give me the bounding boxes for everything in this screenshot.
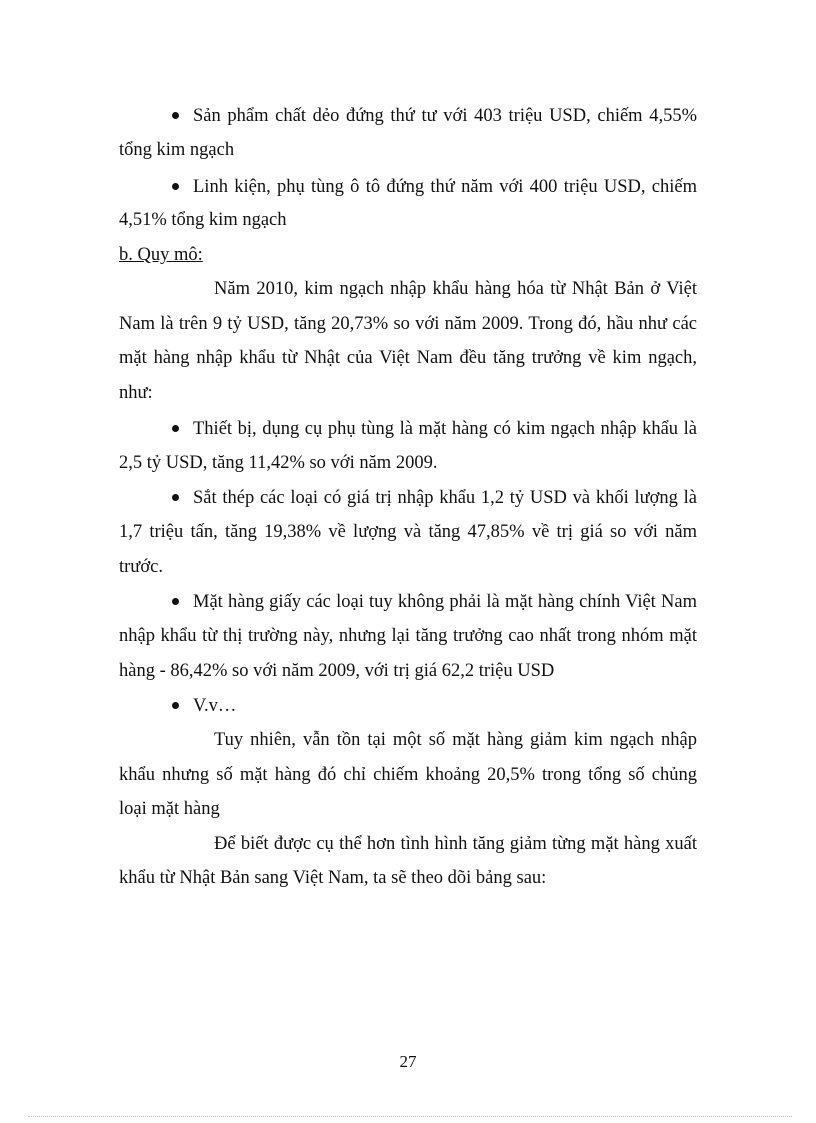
para-table-intro-line2: khẩu từ Nhật Bản sang Việt Nam, ta sẽ theo dõi bảng sau: [119,868,547,888]
bullet-icon [172,112,179,119]
para-decline-line1: Tuy nhiên, vẫn tồn tại một số mặt hàng giảm kim ngạch nhập [214,730,697,750]
section-heading: b. Quy mô: [119,245,203,265]
bullet-icon [172,494,179,501]
bullet-plastic-line1: Sản phẩm chất dẻo đứng thứ tư với 403 triệu USD, chiếm 4,55% [193,106,697,126]
bullet-paper-line2: nhập khẩu từ thị trường này, nhưng lại tăng trưởng cao nhất trong nhóm mặt [119,626,697,646]
para-scale-line3: mặt hàng nhập khẩu từ Nhật của Việt Nam đều tăng trưởng về kim ngạch, [119,348,697,368]
bullet-autoparts-line2: 4,51% tổng kim ngạch [119,210,287,230]
bullet-paper-line3: hàng - 86,42% so với năm 2009, với trị giá 62,2 triệu USD [119,661,555,681]
bullet-icon [172,425,179,432]
bullet-icon [172,598,179,605]
bullet-etc: V.v… [193,696,237,716]
bullet-autoparts-line1: Linh kiện, phụ tùng ô tô đứng thứ năm với 400 triệu USD, chiếm [193,177,697,197]
para-scale-line4: như: [119,383,153,403]
bullet-equipment-line1: Thiết bị, dụng cụ phụ tùng là mặt hàng có kim ngạch nhập khẩu là [193,419,697,439]
para-decline-line3: loại mặt hàng [119,799,220,819]
para-decline-line2: khẩu nhưng số mặt hàng đó chỉ chiếm khoảng 20,5% trong tổng số chủng [119,765,697,785]
para-table-intro-line1: Để biết được cụ thể hơn tình hình tăng giảm từng mặt hàng xuất [214,834,697,854]
bullet-paper-line1: Mặt hàng giấy các loại tuy không phải là mặt hàng chính Việt Nam [193,592,697,612]
page-number: 27 [399,1052,417,1071]
bullet-steel-line3: trước. [119,557,163,577]
page-bottom-divider [28,1116,792,1117]
bullet-equipment-line2: 2,5 tỷ USD, tăng 11,42% so với năm 2009. [119,453,438,473]
para-scale-line2: Nam là trên 9 tỷ USD, tăng 20,73% so với năm 2009. Trong đó, hầu như các [119,314,697,334]
bullet-plastic-line2: tổng kim ngạch [119,140,235,160]
para-scale-line1: Năm 2010, kim ngạch nhập khẩu hàng hóa từ Nhật Bản ở Việt [214,279,697,299]
bullet-icon [172,183,179,190]
bullet-steel-line1: Sắt thép các loại có giá trị nhập khẩu 1,2 tỷ USD và khối lượng là [193,488,697,508]
bullet-steel-line2: 1,7 triệu tấn, tăng 19,38% về lượng và tăng 47,85% về trị giá so với năm [119,522,697,542]
bullet-icon [172,702,179,709]
